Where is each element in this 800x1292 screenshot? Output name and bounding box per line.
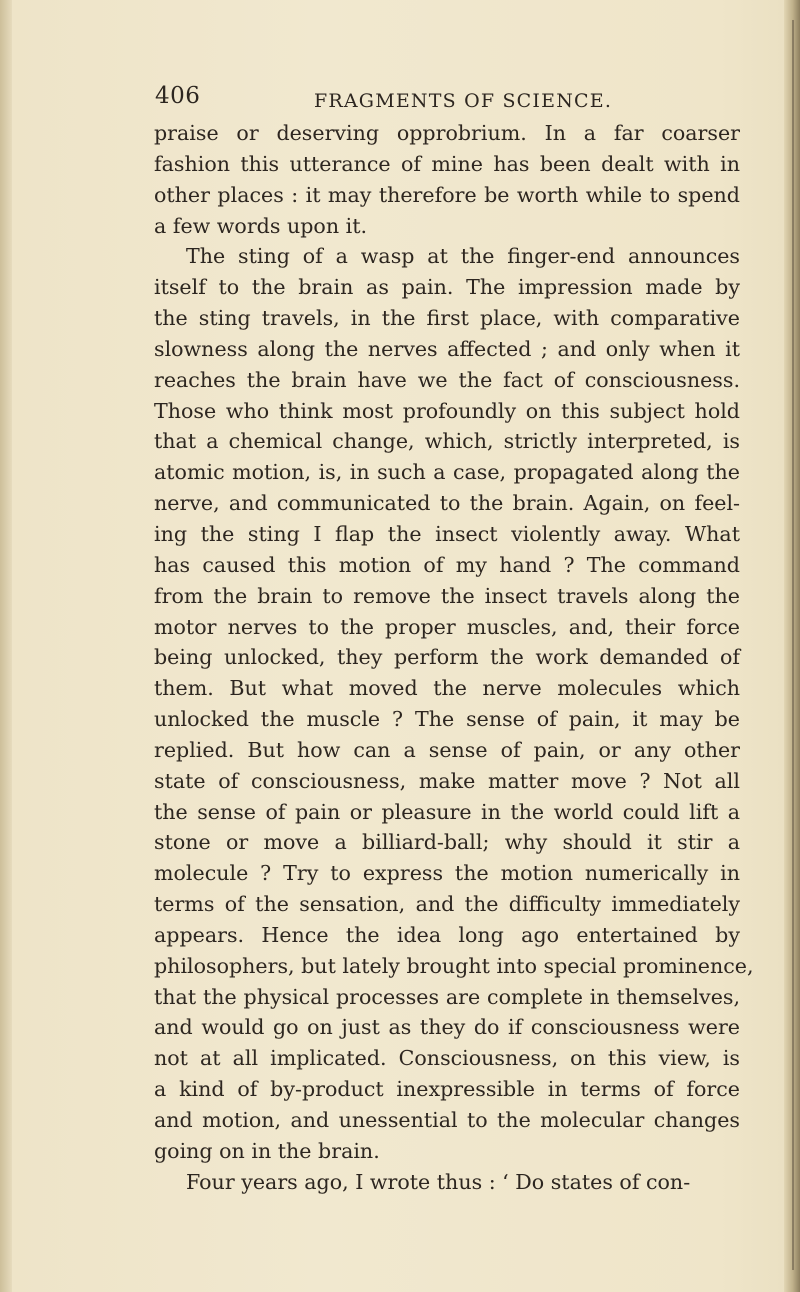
- text-line: nerve, and communicated to the brain. Again, on feel-: [154, 491, 740, 516]
- body-text: [154, 118, 754, 1198]
- text-line: praise or deserving opprobrium. In a far coarser: [154, 121, 740, 145]
- text-line: that the physical processes are complete in themselves,: [154, 984, 740, 1009]
- text-line: slowness along the nerves affected ; and only when it: [154, 336, 740, 361]
- text-line: reaches the brain have we the fact of consciousness.: [154, 367, 740, 392]
- text-line: state of consciousness, make matter move ? Not all: [154, 768, 740, 793]
- text-line: ing the sting I flap the insect violently away. What: [154, 521, 740, 546]
- running-title: FRAGMENTS OF SCIENCE.: [314, 90, 613, 112]
- text-line: them. But what moved the nerve molecules which: [154, 676, 740, 701]
- text-line: itself to the brain as pain. The impression made by: [154, 275, 740, 300]
- text-line: molecule ? Try to express the motion numerically in: [154, 861, 740, 886]
- text-line: has caused this motion of my hand ? The command: [154, 552, 740, 577]
- text-line: motor nerves to the proper muscles, and, their force: [154, 614, 740, 639]
- text-line: replied. But how can a sense of pain, or any other: [154, 737, 740, 762]
- text-line: and motion, and unessential to the molecular changes: [154, 1108, 740, 1132]
- text-line: going on in the brain.: [154, 1138, 380, 1163]
- text-line: being unlocked, they perform the work demanded of: [154, 645, 740, 670]
- text-line: the sense of pain or pleasure in the world could lift a: [154, 799, 740, 824]
- text-line: a kind of by-product inexpressible in terms of force: [154, 1077, 740, 1102]
- text-line: the sting travels, in the first place, with comparative: [154, 306, 740, 331]
- text-line: terms of the sensation, and the difficulty immediately: [154, 892, 740, 917]
- paragraph-start-line: Four years ago, I wrote thus : ‘ Do states of con-: [186, 1169, 691, 1194]
- text-line: from the brain to remove the insect travels along the: [154, 583, 740, 608]
- text-line: that a chemical change, which, strictly interpreted, is: [154, 429, 740, 454]
- text-line: unlocked the muscle ? The sense of pain, it may be: [154, 707, 740, 732]
- text-line: Those who think most profoundly on this subject hold: [154, 398, 740, 423]
- text-line: stone or move a billiard-ball; why should it stir a: [154, 830, 740, 855]
- page-edge-shadow: [792, 20, 794, 1270]
- page-gutter: [0, 0, 12, 1292]
- page-number: 406: [155, 83, 201, 109]
- text-line: other places : it may therefore be worth while to spend: [154, 182, 740, 207]
- text-line: atomic motion, is, in such a case, propagated along the: [154, 460, 740, 485]
- text-line: fashion this utterance of mine has been dealt with in: [154, 151, 740, 176]
- text-line: appears. Hence the idea long ago entertained by: [154, 922, 740, 947]
- text-line: not at all implicated. Consciousness, on this view, is: [154, 1046, 740, 1071]
- text-line: philosophers, but lately brought into special prominence,: [154, 953, 754, 978]
- paragraph-start-line: The sting of a wasp at the finger-end announces: [186, 244, 740, 269]
- text-line: a few words upon it.: [154, 213, 368, 238]
- text-line: and would go on just as they do if consciousness were: [154, 1015, 740, 1040]
